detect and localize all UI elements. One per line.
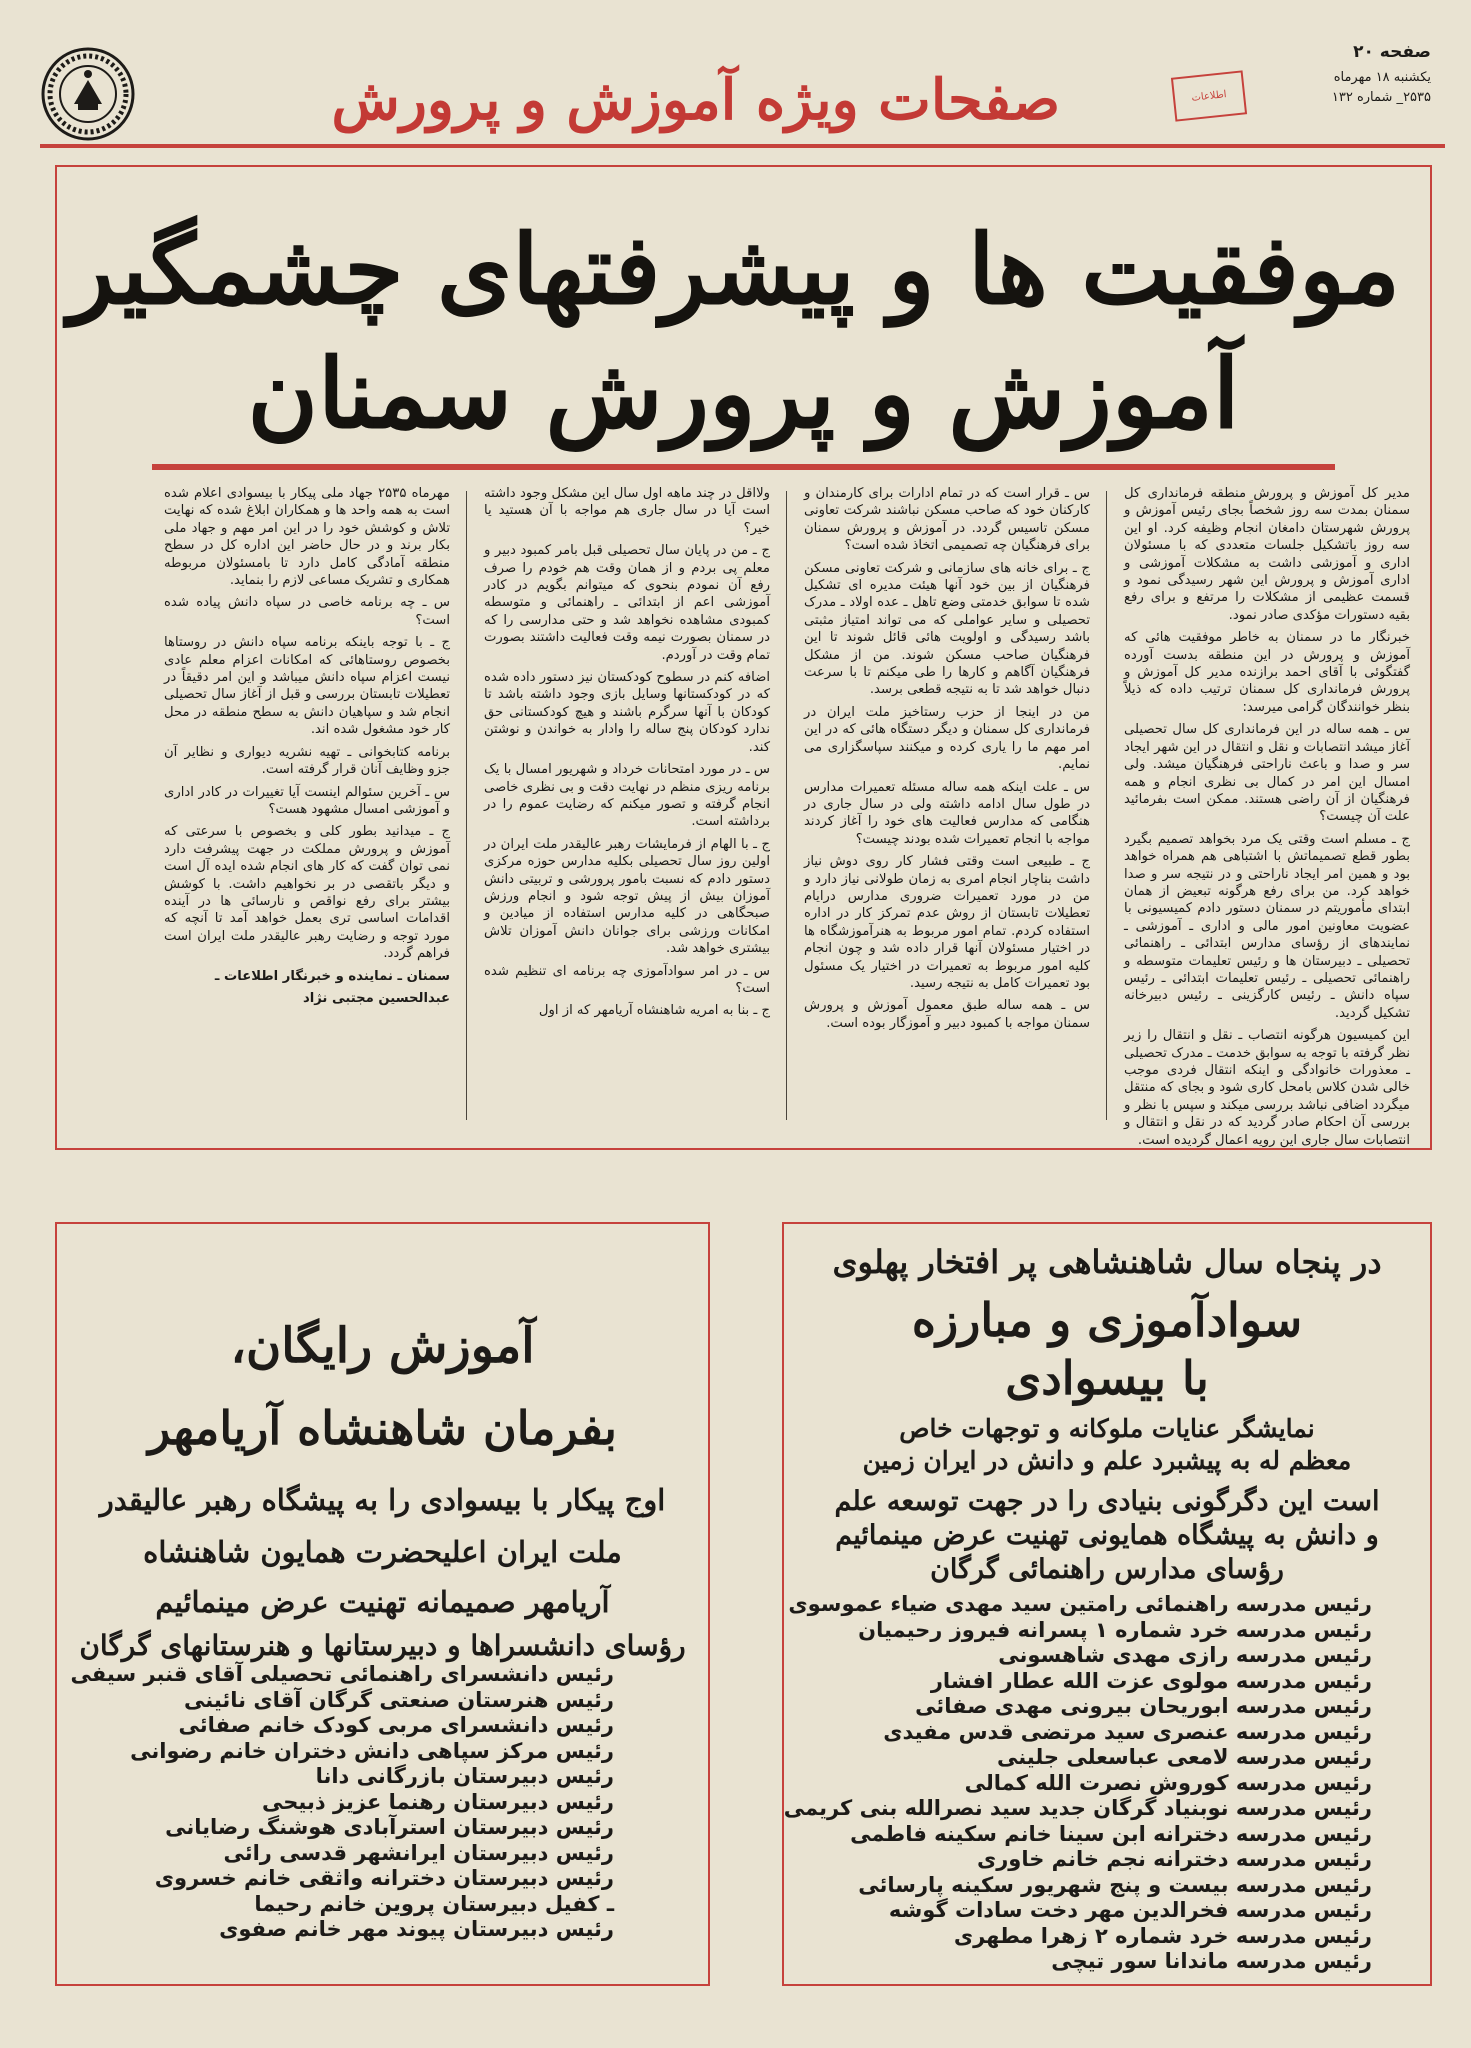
paragraph: س ـ در امر سوادآموزی چه برنامه ای تنظیم شده است؟ [484, 963, 770, 996]
list-item: رئیس مدرسه کوروش نصرت الله کمالی [964, 1770, 1372, 1795]
section-title: صفحات ویژه آموزش و پرورش [331, 67, 1060, 133]
column-divider [786, 491, 787, 1120]
headline-underline [152, 464, 1335, 470]
announcement-line: اوج پیکار با بیسوادی را به پیشگاه رهبر عالیقدر [99, 1483, 666, 1517]
article-column-2 [804, 485, 1090, 1126]
list-item: رئیس مدرسه راهنمائی رامتین سید مهدی ضیاء عموسوی [788, 1592, 1372, 1616]
announcement-signatories: رؤسای مدارس راهنمائی گرگان [930, 1554, 1284, 1585]
main-article [55, 165, 1432, 1150]
signatory-list [70, 1662, 614, 1943]
announcement-line: آریامهر صمیمانه تهنیت عرض مینمائیم [155, 1585, 610, 1619]
list-item: رئیس دبیرستان بازرگانی دانا [315, 1764, 614, 1788]
page-number: صفحه ۲۰ [1353, 42, 1431, 62]
paragraph: ج ـ طبیعی است وقتی فشار کار روی دوش نیاز داشت بناچار انجام امری به زمان طولانی نیاز دارد و من در مورد تعمیرات ضروری مدارس درایام تعطیلات تابستان از روش عدم تمرکز کار در اداره استفاده کردم. تمام امور مربوط به هنرآموزشگاه ها در اختیار مسئولان آنها قرار داده شد و چون انجام کلیه امور مربوط به تعمیرات در اختیار یک مسئول بود تعمیرات کامل به نتیجه رسید. [804, 854, 1090, 991]
announcement-line: نمایشگر عنایات ملوکانه و توجهات خاص [899, 1414, 1315, 1443]
list-item: رئیس مدرسه ماندانا سور تیچی [1051, 1949, 1372, 1973]
announcement-title-1: سوادآموزی و مبارزه [911, 1293, 1303, 1347]
headline-line-2: آموزش و پرورش سمنان [247, 337, 1240, 450]
headline-line-1: موفقیت ها و پیشرفتهای چشمگیر [68, 213, 1400, 326]
list-item: رئیس مدرسه ابوریحان بیرونی مهدی صفائی [915, 1694, 1372, 1718]
announcement-title-1: آموزش رایگان، [230, 1318, 535, 1374]
paragraph: ج ـ میدانید بطور کلی و بخصوص با سرعتی که آموزش و پرورش مملکت در جهت پیشرفت دارد نمی توان گفت که کار های انجام شده ایده آل است و دیگر باتقصی در بر نخواهیم داشت. با کوشش بیشتر برای رفع نواقص و نارسائی ها در آینده اقدامات اساسی تری بعمل خواهد آمد تا آنچه که مورد توجه و رضایت رهبر عالیقدر ملت ایران است فراهم گردد. [164, 824, 450, 962]
list-item: رئیس مدرسه فخرالدین مهر دخت سادات گوشه [888, 1898, 1372, 1922]
paragraph: مهرماه ۲۵۳۵ جهاد ملی پیکار با بیسوادی اعلام شده است به همه واحد ها و همکاران ابلاغ شده که نهایت تلاش و کوشش خود را در این امر مهم و جهاد ملی بکار برند و در حال حاضر این اداره کل در سطح منطقه آمادگی کامل دارد تا بامسئولان مربوطه همکاری و تشریک مساعی لازم را بنماید. [164, 486, 450, 589]
article-columns [97, 485, 1410, 1148]
paragraph: خبرنگار ما در سمنان به خاطر موفقیت هائی که آموزش و پرورش در این منطقه بدست آورده گفتگوئی با آقای احمد برازنده مدیر کل آموزش و پرورش فرمانداری کل سمنان ترتیب داده که ذیلاً بنظر خوانندگان گرامی میرسد: [1124, 630, 1410, 715]
list-item: رئیس دبیرستان ایرانشهر قدسی رائی [223, 1840, 614, 1865]
column-divider [466, 491, 467, 1120]
announcement-line: ملت ایران اعلیحضرت همایون شاهنشاه [143, 1535, 622, 1569]
paragraph: س ـ آخرین سئوالم اینست آیا تغییرات در کادر اداری و آموزشی امسال مشهود هست؟ [164, 784, 450, 817]
paragraph: برنامه کتابخوانی ـ تهیه نشریه دیواری و نظایر آن جزو وظایف آنان قرار گرفته است. [164, 744, 450, 778]
paragraph: ج ـ مسلم است وقتی یک مرد بخواهد تصمیم بگیرد بطور قطع تصمیماتش با اشتباهی هم همراه خواهد بود و همین امر ایجاد ناراحتی و در نتیجه سر و صدا خواهد کرد. من برای رفع هرگونه تبعیض از همان ابتدای مأموریتم در سمنان دستور دادم کمیسیونی با عضویت معاونین امور مالی و اداری ـ آموزشی ـ نمایندهای از رؤسای مدارس ابتدائی ـ راهنمائی تحصیلی ـ دبیرستان ها و رئیس تعلیمات متوسطه و راهنمائی تحصیلی ـ رئیس تعلیمات ابتدائی ـ رئیس سپاه دانش ـ رئیس کارگزینی ـ رئیس دبیرخانه تشکیل گردید. [1124, 831, 1410, 1021]
paragraph: ج ـ با توجه باینکه برنامه سپاه دانش در روستاها بخصوص روستاهائی که امکانات اعزام معلم عادی نیست اعزام سپاه دانش میباشد و این امر دقیقاً در تعطیلات تابستان بررسی و قبل از آغاز سال تحصیلی انجام شد و سپاهیان دانش به سطح منطقه در محل کار خود مشغول شده اند. [164, 635, 450, 738]
issue-date: یکشنبه ۱۸ مهرماه [1333, 70, 1431, 85]
paragraph: س ـ علت اینکه همه ساله مسئله تعمیرات مدارس در طول سال ادامه داشته ولی در سال جاری در هنگامی که مدارس فعالیت های خود را آغاز کردند مواجه با انجام تعمیرات شده بودند چیست؟ [804, 779, 1090, 847]
list-item: رئیس دبیرستان استرآبادی هوشنگ رضایانی [165, 1815, 614, 1839]
list-item: رئیس هنرستان صنعتی گرگان آقای نائینی [184, 1687, 614, 1712]
signatory-list [783, 1592, 1372, 1975]
list-item: رئیس مدرسه عنصری سید مرتضی قدس مفیدی [883, 1719, 1372, 1744]
paragraph: این کمیسیون هرگونه انتصاب ـ نقل و انتقال را زیر نظر گرفته با توجه به سوابق خدمت ـ مدرک تحصیلی ـ معذورات خانوادگی و اینکه انتقال فردی موجب خالی شدن کلاس بامحل کاری شود و بجای که منتقل میگردد اضافی نباشد بررسی میکند و سپس با نظر و بررسی آن احکام صادر گردید که در نقل و انتقال و انتصابات سال جاری این رویه اعمال گردیده است. [1124, 1028, 1410, 1148]
list-item: رئیس مدرسه خرد شماره ۱ پسرانه فیروز رحیمیان [858, 1617, 1372, 1642]
paragraph: ولااقل در چند ماهه اول سال این مشکل وجود داشته است آیا در سال جاری هم مواجه با آن هستید یا خیر؟ [484, 486, 770, 536]
announcement-line: است این دگرگونی بنیادی را در جهت توسعه علم [834, 1486, 1380, 1517]
announcement-line: و دانش به پیشگاه همایونی تهنیت عرض مینمائیم [835, 1520, 1379, 1551]
list-item: رئیس مدرسه دخترانه ابن سینا خانم سکینه فاطمی [850, 1821, 1372, 1846]
paragraph: ج ـ برای خانه های سازمانی و شرکت تعاونی مسکن فرهنگیان از بین خود آنها هیئت مدیره ای تشکیل شده تا سوابق خدمتی وضع تاهل ـ عده اولاد ـ مدرک تحصیلی و سایر عواملی که می تواند امتیاز مثبتی باشد رسیدگی و اولویت هائی قائل شوند تا این فرهنگیان صاحب مسکن شوند. من از مشکل فرهنگیان آگاهم و کارها را طی میکنم تا با سرعت دنبال خواهد شد تا به نتیجه قطعی برسد. [804, 560, 1090, 698]
list-item: رئیس مدرسه لامعی عباسعلی جلینی [996, 1745, 1372, 1769]
free-education-announcement [55, 1222, 710, 1986]
announcement-title-2: با بیسوادی [1005, 1351, 1209, 1405]
paragraph: س ـ قرار است که در تمام ادارات برای کارمندان و کارکنان خود که صاحب مسکن نباشند شرکت تعاونی مسکن تاسیس گردد. در آموزش و پرورش سمنان برای فرهنگیان چه تصمیمی اتخاذ شده است؟ [804, 486, 1090, 554]
list-item: رئیس مدرسه نوبنیاد گرگان جدید سید نصرالله بنی کریمی [783, 1796, 1372, 1820]
list-item: رئیس دبیرستان پیوند مهر خانم صفوی [219, 1917, 614, 1941]
list-item: رئیس مدرسه خرد شماره ۲ زهرا مطهری [953, 1923, 1372, 1948]
list-item: ـ کفیل دبیرستان پروین خانم رحیما [254, 1891, 614, 1916]
issue-number: ۲۵۳۵_ شماره ۱۳۲ [1331, 90, 1431, 105]
list-item: رئیس دانشسرای مربی کودک خانم صفائی [178, 1713, 614, 1737]
announcement-title-2: بفرمان شاهنشاه آریامهر [148, 1401, 617, 1455]
list-item: رئیس مدرسه مولوی عزت الله عطار افشار [930, 1668, 1372, 1693]
list-item: رئیس دبیرستان دخترانه واثقی خانم خسروی [154, 1866, 614, 1890]
list-item: رئیس مدرسه دخترانه نجم خانم خاوری [976, 1847, 1372, 1871]
list-item: رئیس مرکز سپاهی دانش دختران خانم رضوانی [130, 1738, 614, 1763]
announcement-line: در پنجاه سال شاهنشاهی پر افتخار پهلوی [832, 1243, 1382, 1281]
paragraph: س ـ چه برنامه خاصی در سپاه دانش پیاده شده است؟ [164, 595, 450, 628]
column-divider [1106, 491, 1107, 1120]
paragraph: ج ـ با الهام از فرمایشات رهبر عالیقدر ملت ایران در اولین روز سال تحصیلی بکلیه مدارس حوزه مرکزی دستور دادم که نسبت بامور پرورشی و تربیتی دانش آموزان بیش از پیش توجه شود و انجام ورزش صبحگاهی در کلیه مدارس استفاده از میادین و امکانات ورزشی برای جوانان دانش آموزان تلاش بیشتری خواهد شد. [484, 836, 770, 957]
newspaper-logo-stamp: اطلاعات [1171, 70, 1247, 121]
literacy-campaign-announcement [782, 1222, 1432, 1986]
paragraph: ج ـ بنا به امریه شاهنشاه آریامهر که از اول [538, 1003, 770, 1019]
announcement-line: معظم له به پیشبرد علم و دانش در ایران زمین [862, 1446, 1352, 1475]
list-item: رئیس مدرسه رازی مهدی شاهسونی [998, 1643, 1372, 1667]
paragraph: س ـ همه ساله در این فرمانداری کل سال تحصیلی آغاز میشد انتصابات و نقل و انتقال در این شهر ایجاد سر و صدا و باعث ناراحتی فرهنگیان میشد. ولی امسال این امر در کمال بی نظری انجام و همه فرهنگیان از آن راضی هستند. ممکن است بفرمائید علت آن چیست؟ [1124, 722, 1410, 825]
masthead-rule [40, 144, 1445, 148]
announcement-signatories: رؤسای دانشسراها و دبیرستانها و هنرستانهای گرگان [79, 1629, 686, 1662]
article-column-4 [164, 485, 450, 1126]
byline: سمنان ـ نماینده و خبرنگار اطلاعات ـ [214, 968, 450, 984]
paragraph: س ـ در مورد امتحانات خرداد و شهریور امسال با یک برنامه ریزی منظم در نهایت دقت و بی نظری خاصی انجام گرفته و تصور میکنم که رضایت عموم را در برداشته است. [484, 762, 770, 830]
ministry-emblem-icon [40, 46, 136, 142]
paragraph: س ـ همه ساله طبق معمول آموزش و پرورش سمنان مواجه با کمبود دبیر و آموزگار بوده است. [804, 998, 1090, 1031]
list-item: رئیس مدرسه بیست و پنج شهریور سکینه پارسائی [858, 1872, 1372, 1897]
paragraph: مدیر کل آموزش و پرورش منطقه فرمانداری کل سمنان بمدت سه روز شخصاً بجای رئیس آموزش و پرورش شهرستان دامغان انجام وظیفه کرد. او این سه روز باتشکیل جلسات متعددی که با مسئولان اداری و آموزشی داشت به مشکلات آموزشی و اداری آموزش و پرورش این شهر رسیدگی نمود و قسمت عظیمی از مشکلات را مرتفع و برای رفع بقیه دستورات مؤکدی صادر نمود. [1124, 486, 1410, 623]
list-item: رئیس دبیرستان رهنما عزیز ذبیحی [262, 1789, 614, 1814]
paragraph: اضافه کنم در سطوح کودکستان نیز دستور داده شده که در کودکستانها وسایل بازی وجود داشته باشد تا کودکان با آنها سرگرم باشند و هیچ کودکستانی حق ندارد کودکان پنج ساله را وادار به خواندن و نوشتن کند. [484, 670, 770, 755]
masthead [40, 40, 1445, 148]
author-name: عبدالحسین مجتبی نژاد [302, 990, 450, 1006]
paragraph: ج ـ من در پایان سال تحصیلی قبل بامر کمبود دبیر و معلم پی بردم و از همان وقت هم خودم را صرف رفع آن نمودم بنحوی که میتوانم بگویم در کادر آموزشی اعم از ابتدائی ـ راهنمائی و متوسطه کمبودی مشاهده نخواهد شد و حتی مدارسی را که در سمنان بصورت نیمه وقت فعالیت داشتند بصورت تمام وقت در آوردم. [484, 543, 770, 663]
article-column-3 [484, 485, 770, 1126]
article-column-1 [1124, 485, 1410, 1148]
paragraph: من در اینجا از حزب رستاخیز ملت ایران در فرمانداری کل سمنان و دیگر دستگاه هائی که در این امر مهم ما را یاری کرده و میکنند سپاسگزاری می نمایم. [804, 704, 1090, 773]
list-item: رئیس دانشسرای راهنمائی تحصیلی آقای قنبر سیفی [70, 1662, 614, 1686]
